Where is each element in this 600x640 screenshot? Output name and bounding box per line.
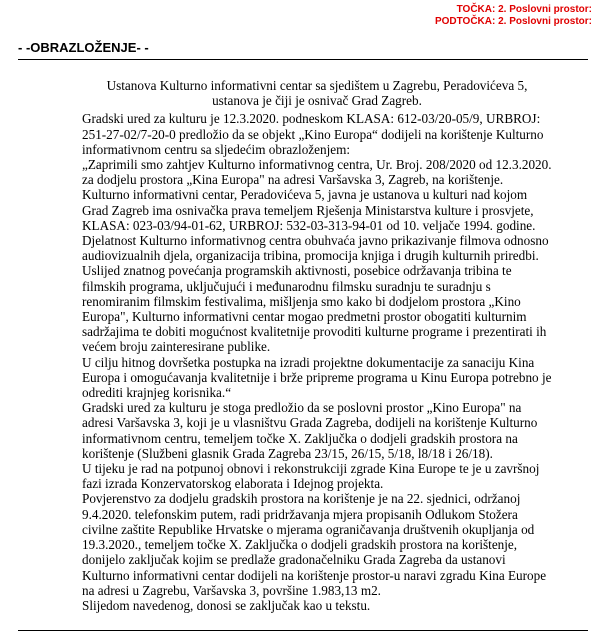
- body-paragraph: U cilju hitnog dovršetka postupka na izradi projektne dokumentacije za sanaciju Kina Europa i omogućavanja kvalitetnije i brže pripreme programa u Kinu Europa potrebno je odrediti krajnjeg korisnika.“: [82, 354, 552, 401]
- body-paragraph: Gradski ured za kulturu je stoga predložio da se poslovni prostor „Kino Europa" na adresi Varšavska 3, koji je u vlasništvu Grada Zagreba, dodijeli na korištenje Kulturno informativnom centru, temeljem točke X. Zaključka o dodjeli gradskih prostora na korištenje (Službeni glasnik Grada Zagreba 23/15, 26/15, 5/18, l8/18 i 26/18).: [82, 400, 538, 461]
- agenda-subitem-label: PODTOČKA: 2. Poslovni prostor:: [434, 16, 592, 27]
- body-paragraph: Gradski ured za kulturu je 12.3.2020. podneskom KLASA: 612-03/20-05/9, URBROJ: 251-27-02/7-20-0 predložio da se objekt „Kino Europa“ dodijeli na korištenje Kulturno informativnom centru sa sljedećim obrazloženjem:: [82, 111, 544, 157]
- intro-paragraph: Ustanova Kulturno informativni centar sa sjedištem u Zagrebu, Peradovićeva 5, ustanova je čiji je osnivač Grad Zagreb.: [106, 78, 528, 109]
- document-body: [82, 78, 552, 613]
- body-paragraph: Uslijed znatnog povećanja programskih aktivnosti, posebice održavanja tribina te filmskih programa, uključujući i međunarodnu filmsku suradnju te suradnju s renomiranim filmskim festivalima, mišljenja smo kako bi dodjelom prostora „Kino Europa", Kulturno informativni centar mogao predmetni prostor obogatiti kulturnim sadržajima te dobiti mogućnost kvalitetnije provoditi kulturne programe i prezentirati ih većem broju zainteresirane publike.: [82, 263, 547, 355]
- top-divider: [18, 59, 588, 60]
- body-paragraph: Djelatnost Kulturno informativnog centra obuhvaća javno prikazivanje filmova odnosno audiovizualnih djela, organizacija tribina, promocija knjiga i drugih kulturnih priredbi.: [82, 233, 549, 264]
- body-paragraph: Kulturno informativni centar, Peradovićeva 5, javna je ustanova u kulturi nad kojom Grad Zagreb ima osnivačka prava temeljem Rješenja Ministarstva kulture i prosvjete, KLASA: 023-03/94-01-62, URBROJ: 532-03-313-94-01 od 10. veljače 1994. godine.: [82, 187, 536, 233]
- body-paragraph: U tijeku je rad na potpunoj obnovi i rekonstrukciji zgrade Kina Europe te je u završnoj fazi izrada Konzervatorskog elaborata i Idejnog projekta.: [82, 461, 540, 492]
- body-paragraph: Slijedom navedenog, donosi se zaključak kao u tekstu.: [82, 597, 371, 613]
- body-paragraph: Povjerenstvo za dodjelu gradskih prostora na korištenje je na 22. sjednici, održanoj 9.4.2020. telefonskim putem, radi pridržavanja mjera propisanih Odlukom Stožera civilne zaštite Republike Hrvatske o mjerama ograničavanja društvenih okupljanja od 19.3.2020., temeljem točke X. Zaključka o dodjeli gradskih prostora na korištenje, donijelo zaključak kojim se predlaže gradonačelniku Grada Zagreba da ustanovi Kulturno informativni centar dodijeli na korištenje prostor-u naravi zgradu Kina Europe na adresi u Zagrebu, Varšavska 3, površine 1.983,13 m2.: [82, 491, 547, 598]
- body-paragraph: „Zaprimili smo zahtjev Kulturno informativnog centra, Ur. Broj. 208/2020 od 12.3.2020. za dodjelu prostora „Kina Europa" na adresi Varšavska 3, Zagreb, na korištenje.: [82, 157, 552, 188]
- section-title: - -OBRAZLOŽENJE- -: [18, 40, 149, 55]
- bottom-divider: [18, 630, 588, 631]
- agenda-item-label: TOČKA: 2. Poslovni prostor:: [456, 4, 592, 15]
- agenda-item-header: [435, 4, 592, 28]
